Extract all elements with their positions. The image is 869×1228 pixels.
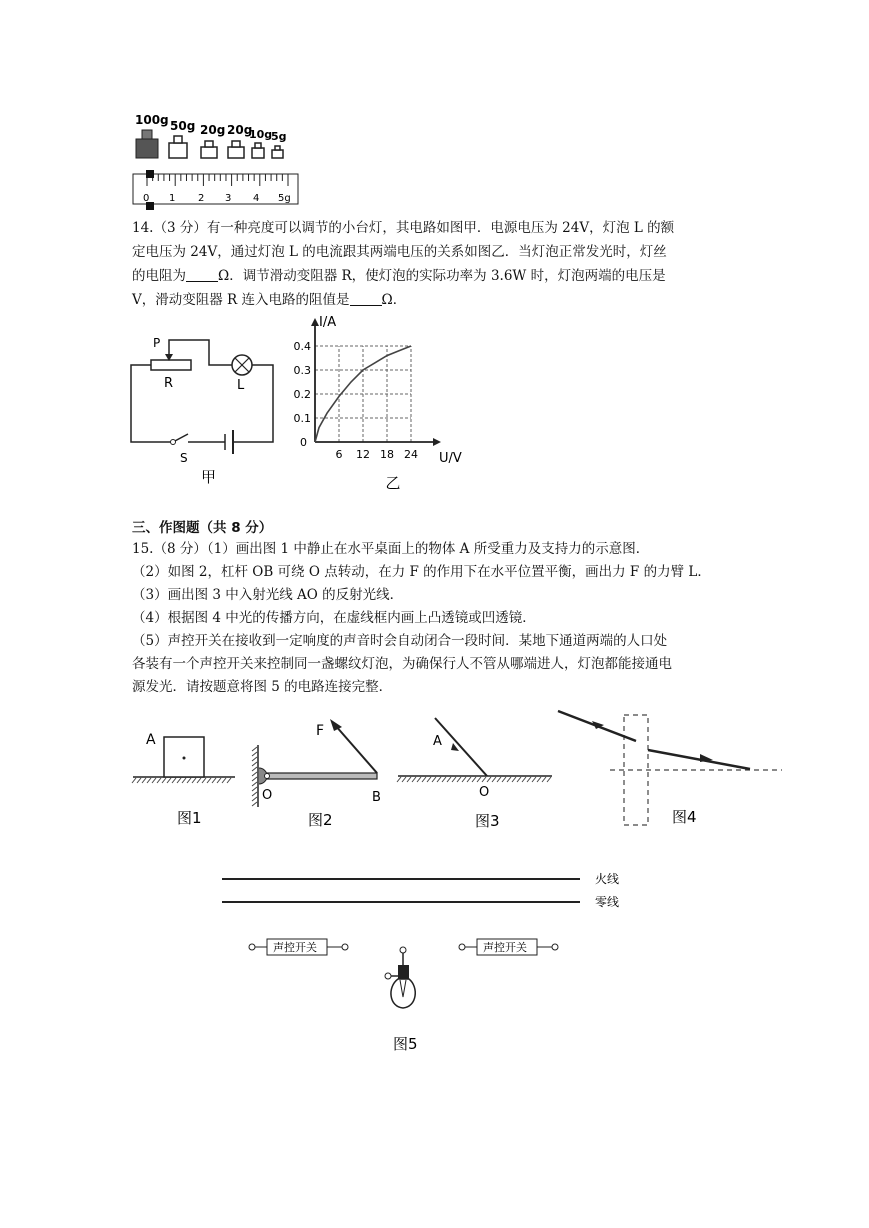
weight-label: 10g: [249, 128, 273, 141]
lamp-l: [232, 355, 252, 375]
y-axis-arrow: [311, 318, 319, 326]
figure-caption: 图5: [393, 1035, 418, 1053]
q15-line2: （2）如图 2，杠杆 OB 可绕 O 点转动，在力 F 的作用下在水平位置平衡，画出力 F 的力臂 L．: [132, 564, 711, 580]
y-tick-label: 0.2: [293, 388, 311, 401]
label-r: R: [164, 376, 174, 391]
answer-blank[interactable]: [186, 267, 218, 282]
ruler-label: 1: [169, 193, 176, 204]
figure-2: [250, 715, 390, 835]
q15-line6: 各装有一个声控开关来控制同一盏螺纹灯泡，为确保行人不管从哪端进人，灯泡都能接通电: [132, 656, 672, 672]
origin-label: 0: [300, 436, 307, 449]
x-tick-label: 12: [356, 448, 370, 461]
weight-label: 5g: [271, 130, 287, 143]
q14-line3: [132, 267, 666, 286]
label-a: A: [146, 732, 156, 748]
figure-3: [395, 710, 555, 835]
weight-5g: [272, 146, 283, 158]
weight-100g: [136, 130, 158, 158]
neutral-wire-label: 零线: [595, 895, 620, 909]
section-title: 三、作图题（共 8 分）: [132, 520, 273, 536]
weight-label: 50g: [170, 119, 196, 133]
y-tick-label: 0.3: [293, 364, 311, 377]
q14-line4-a: V，滑动变阻器 R 连入电路的阻值是: [132, 292, 350, 308]
ruler-label: 0: [143, 193, 150, 204]
y-tick-label: 0.4: [293, 340, 311, 353]
sound-switch-left: [249, 939, 348, 955]
q14-line3-a: 的电阻为: [132, 268, 186, 284]
q14-line4-b: Ω．: [381, 292, 407, 308]
weight-20g-a: [201, 141, 217, 158]
screw-bulb: [385, 947, 415, 1008]
figure-5: [215, 865, 645, 1060]
label-p: P: [153, 336, 161, 350]
weight-20g-b: [228, 141, 244, 158]
figure-caption: 图1: [177, 809, 202, 827]
switch-label: 声控开关: [483, 941, 527, 954]
label-o: O: [479, 785, 490, 800]
mirror-hatch: [397, 777, 551, 782]
weights-ruler-figure: [125, 110, 315, 215]
x-tick-label: 18: [380, 448, 394, 461]
rheostat-r: [151, 360, 191, 370]
lever-ob: [267, 773, 377, 779]
q15-line5: （5）声控开关在接收到一定响度的声音时会自动闭合一段时间．某地下通道两端的人口处: [132, 633, 668, 649]
x-tick-label: 24: [404, 448, 418, 461]
ruler-label: 4: [253, 193, 260, 204]
x-axis-label: U/V: [439, 451, 462, 466]
label-o: O: [262, 788, 273, 803]
ruler-label: 5g: [278, 193, 291, 204]
switch-label: 声控开关: [273, 941, 317, 954]
answer-blank[interactable]: [350, 291, 382, 306]
q14-line1: 14.（3 分）有一种亮度可以调节的小台灯，其电路如图甲．电源电压为 24V，灯泡 L 的额: [132, 220, 675, 236]
q15-line4: （4）根据图 4 中光的传播方向，在虚线框内画上凸透镜或凹透镜．: [132, 610, 536, 626]
live-wire-label: 火线: [595, 872, 620, 886]
x-axis-arrow: [433, 438, 441, 446]
ruler: [133, 174, 298, 204]
label-b: B: [372, 790, 381, 805]
sound-switch-right: [459, 939, 558, 955]
lens-box-dashed[interactable]: [624, 715, 648, 825]
q14-line3-b: Ω．调节滑动变阻器 R，使灯泡的实际功率为 3.6W 时，灯泡两端的电压是: [218, 268, 666, 284]
iu-chart-yi: [290, 310, 470, 495]
center-dot: [183, 757, 186, 760]
switch-s-contact: [171, 440, 176, 445]
ruler-label: 2: [198, 193, 205, 204]
chart-caption: 乙: [385, 474, 401, 492]
ground-hatch: [132, 778, 231, 783]
figure-1: [130, 725, 240, 835]
q15-line3: （3）画出图 3 中入射光线 AO 的反射光线．: [132, 587, 404, 603]
weight-label: 20g: [200, 123, 226, 137]
ruler-slider-top: [146, 170, 154, 178]
y-tick-label: 0.1: [293, 412, 311, 425]
weight-label: 100g: [135, 113, 169, 127]
incident-ray-ao: [435, 718, 487, 776]
x-tick-label: 6: [335, 448, 343, 461]
weight-label: 20g: [227, 123, 253, 137]
figure-4: [550, 705, 785, 835]
q15-line7: 源发光．请按题意将图 5 的电路连接完整．: [132, 679, 393, 695]
weight-50g: [169, 136, 187, 158]
q14-line4: [132, 291, 406, 310]
q15-line1: 15.（8 分）（1）画出图 1 中静止在水平桌面上的物体 A 所受重力及支持力的示意图．: [132, 541, 650, 557]
figure-caption: 图4: [672, 808, 697, 826]
figure-caption: 图2: [308, 811, 333, 829]
label-l: L: [237, 378, 245, 393]
circuit-diagram-jia: [125, 330, 285, 490]
wall-hatch: [252, 747, 257, 806]
label-s: S: [180, 451, 188, 465]
q14-line2: 定电压为 24V，通过灯泡 L 的电流跟其两端电压的关系如图乙．当灯泡正常发光时，灯丝: [132, 244, 667, 260]
circuit-caption: 甲: [201, 468, 217, 486]
y-axis-label: I/A: [319, 315, 337, 330]
ruler-label: 3: [225, 193, 232, 204]
weight-10g: [252, 143, 264, 158]
force-f-arrow: [335, 725, 377, 773]
label-f: F: [316, 723, 325, 739]
figure-caption: 图3: [475, 812, 500, 830]
label-a: A: [433, 734, 442, 749]
outgoing-ray: [648, 750, 750, 769]
